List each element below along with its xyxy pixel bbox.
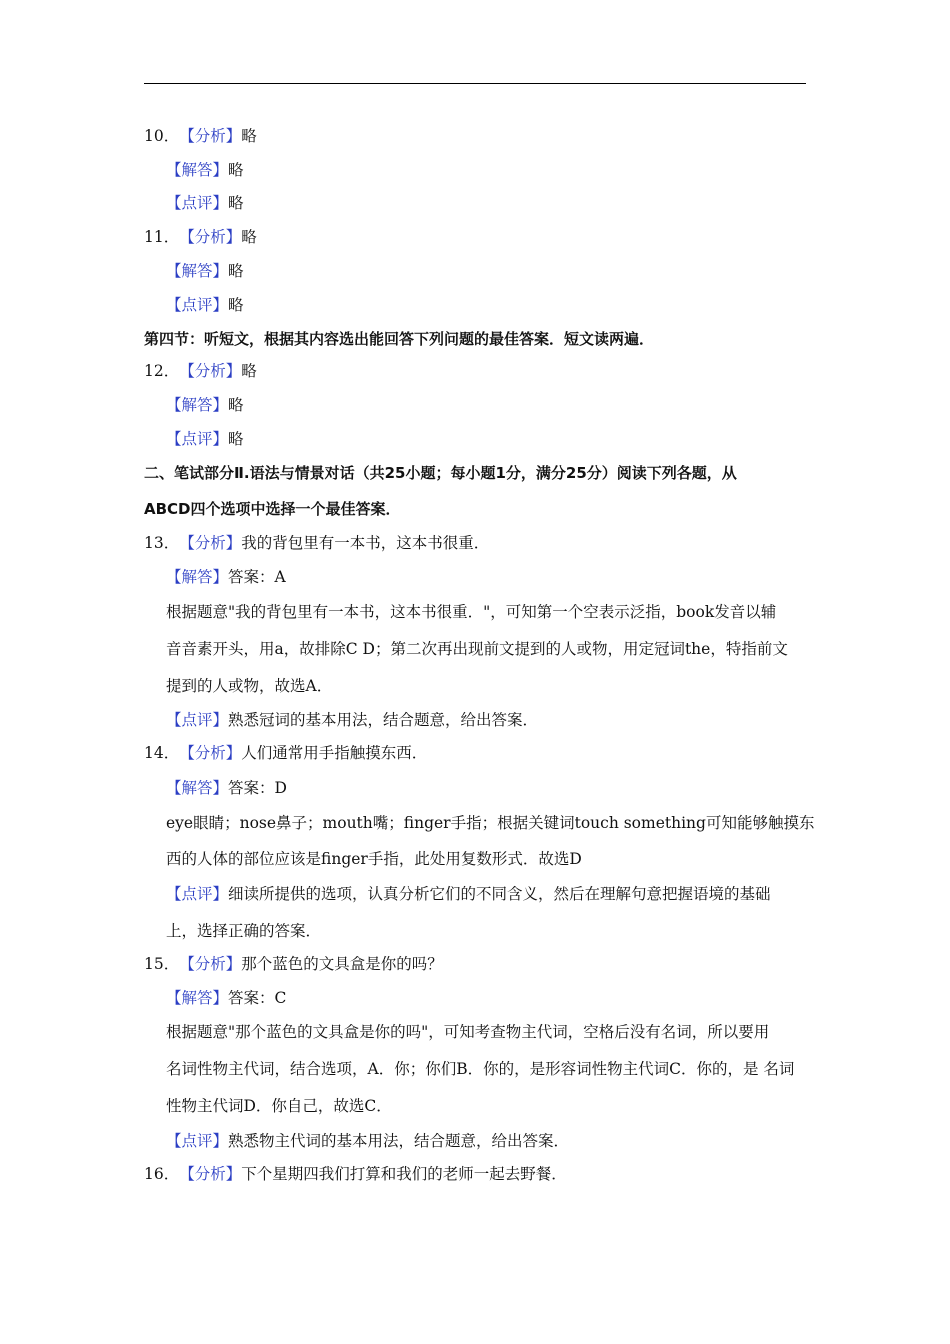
q13-answer [166,566,286,588]
analysis-text: 略 [241,228,257,246]
part-heading-line2: ABCD四个选项中选择一个最佳答案． [144,500,401,518]
comment-tag: 【点评】 [166,885,229,903]
question-number: 12． [144,362,180,380]
q13-detail-2: 音音素开头，用a，故排除C D；第二次再出现前文提到的人或物，用定冠词the，特指前文 [166,640,788,658]
comment-tag: 【点评】 [166,430,229,448]
q15-comment [166,1130,569,1152]
q13-analysis [144,532,489,554]
part-heading-line1: 二、笔试部分Ⅱ.语法与情景对话（共25小题；每小题1分，满分25分）阅读下列各题，从 [144,464,737,482]
q14-answer [166,777,287,799]
q11-comment [166,294,244,316]
question-number: 15． [144,955,180,973]
comment-text: 略 [228,296,244,314]
q14-analysis [144,742,427,764]
q15-analysis [144,953,443,975]
comment-tag: 【点评】 [166,296,229,314]
q11-analysis [144,226,257,248]
analysis-tag: 【分析】 [179,362,242,380]
q15-detail-2: 名词性物主代词，结合选项，A．你；你们B．你的，是形容词性物主代词C．你的，是 名词 [166,1060,795,1078]
comment-text: 略 [228,430,244,448]
answer-text: 略 [228,262,244,280]
comment-text: 熟悉物主代词的基本用法，结合题意，给出答案． [228,1132,570,1150]
analysis-text: 我的背包里有一本书，这本书很重． [241,534,490,552]
q13-detail-3: 提到的人或物，故选A． [166,677,333,695]
q15-detail-1: 根据题意"那个蓝色的文具盒是你的吗"，可知考查物主代词，空格后没有名词，所以要用 [166,1023,770,1041]
answer-tag: 【解答】 [166,568,229,586]
q10-answer [166,159,244,181]
answer-tag: 【解答】 [166,779,229,797]
q13-comment [166,709,538,731]
analysis-text: 人们通常用手指触摸东西． [241,744,428,762]
analysis-text: 下个星期四我们打算和我们的老师一起去野餐． [241,1165,567,1183]
question-number: 16． [144,1165,180,1183]
q14-comment [166,883,771,905]
answer-tag: 【解答】 [166,161,229,179]
q14-detail-2: 西的人体的部位应该是finger手指，此处用复数形式．故选D [166,850,582,868]
answer-text: 答案：A [228,568,286,586]
analysis-tag: 【分析】 [179,127,242,145]
q14-comment-cont: 上，选择正确的答案． [166,922,322,940]
header-rule [144,83,806,84]
answer-text: 略 [228,396,244,414]
question-number: 13． [144,534,180,552]
q16-analysis [144,1163,567,1185]
section-heading: 第四节：听短文，根据其内容选出能回答下列问题的最佳答案．短文读两遍． [144,330,655,348]
q13-detail-1: 根据题意"我的背包里有一本书，这本书很重．"，可知第一个空表示泛指，book发音以辅 [166,603,777,621]
analysis-text: 略 [241,362,257,380]
analysis-tag: 【分析】 [179,534,242,552]
analysis-tag: 【分析】 [179,228,242,246]
q12-comment [166,428,244,450]
answer-text: 答案：C [228,989,287,1007]
comment-text: 略 [228,194,244,212]
answer-text: 答案：D [228,779,287,797]
comment-tag: 【点评】 [166,711,229,729]
q12-analysis [144,360,257,382]
analysis-tag: 【分析】 [179,744,242,762]
q11-answer [166,260,244,282]
q14-detail-1: eye眼睛；nose鼻子；mouth嘴；finger手指；根据关键词touch something可知能够触摸东 [166,814,815,832]
comment-text: 熟悉冠词的基本用法，结合题意，给出答案． [228,711,539,729]
analysis-text: 略 [241,127,257,145]
analysis-text: 那个蓝色的文具盒是你的吗？ [241,955,443,973]
comment-tag: 【点评】 [166,1132,229,1150]
q15-answer [166,987,286,1009]
question-number: 11． [144,228,180,246]
answer-tag: 【解答】 [166,262,229,280]
answer-text: 略 [228,161,244,179]
comment-tag: 【点评】 [166,194,229,212]
q10-comment [166,192,244,214]
answer-tag: 【解答】 [166,989,229,1007]
q15-detail-3: 性物主代词D．你自己，故选C． [166,1097,392,1115]
question-number: 14． [144,744,180,762]
q10-analysis [144,125,257,147]
comment-text: 细读所提供的选项，认真分析它们的不同含义，然后在理解句意把握语境的基础 [228,885,771,903]
question-number: 10． [144,127,180,145]
analysis-tag: 【分析】 [179,955,242,973]
answer-tag: 【解答】 [166,396,229,414]
q12-answer [166,394,244,416]
analysis-tag: 【分析】 [179,1165,242,1183]
